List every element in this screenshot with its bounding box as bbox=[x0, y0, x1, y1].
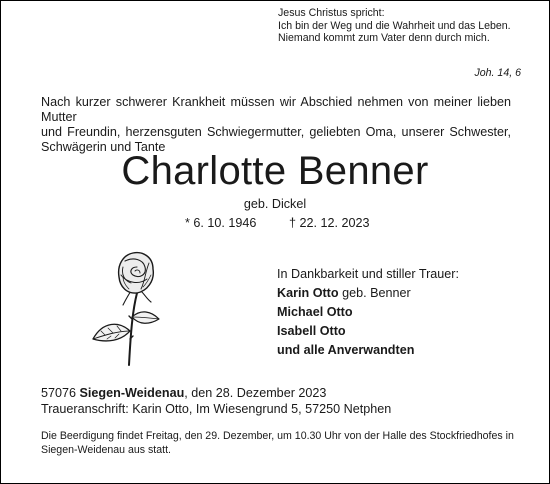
birth-date: * 6. 10. 1946 bbox=[185, 216, 257, 230]
mourner-name: und alle Anverwandten bbox=[277, 343, 415, 357]
mourners-block bbox=[277, 265, 459, 360]
funeral-line: Die Beerdigung findet Freitag, den 29. Dezember, um 10.30 Uhr von der Halle des Stockfriedhofes in bbox=[41, 430, 514, 442]
mourner-name: Isabell Otto bbox=[277, 324, 346, 338]
death-date: † 22. 12. 2023 bbox=[289, 216, 370, 230]
birth-name: geb. Dickel bbox=[243, 197, 307, 211]
verse-reference: Joh. 14, 6 bbox=[474, 67, 521, 79]
bible-verse bbox=[278, 7, 523, 45]
rose-icon bbox=[85, 247, 167, 367]
mourner-name: Michael Otto bbox=[277, 305, 353, 319]
verse-line: Ich bin der Weg und die Wahrheit und das Leben. bbox=[278, 19, 511, 32]
mourning-address: Traueranschrift: Karin Otto, Im Wiesengrund 5, 57250 Netphen bbox=[41, 402, 392, 416]
place-and-address bbox=[41, 385, 391, 417]
verse-line: Jesus Christus spricht: bbox=[278, 7, 385, 19]
mourners-heading: In Dankbarkeit und stiller Trauer: bbox=[277, 267, 459, 281]
funeral-line: Siegen-Weidenau aus statt. bbox=[41, 443, 171, 456]
intro-line: und Freundin, herzensguten Schwiegermutter, geliebten Oma, unserer Schwester, bbox=[41, 125, 511, 139]
intro-line: Schwägerin und Tante bbox=[41, 140, 166, 154]
intro-line: Nach kurzer schwerer Krankheit müssen wir Abschied nehmen von meiner lieben Mutter bbox=[41, 95, 511, 124]
place-date-line: 57076 Siegen-Weidenau, den 28. Dezember 2023 bbox=[41, 386, 327, 400]
mourner-name: Karin Otto geb. Benner bbox=[277, 286, 411, 300]
funeral-notice bbox=[41, 430, 521, 457]
intro-text bbox=[41, 95, 511, 155]
deceased-name: Charlotte Benner bbox=[121, 149, 429, 193]
verse-line: Niemand kommt zum Vater denn durch mich. bbox=[278, 32, 490, 45]
